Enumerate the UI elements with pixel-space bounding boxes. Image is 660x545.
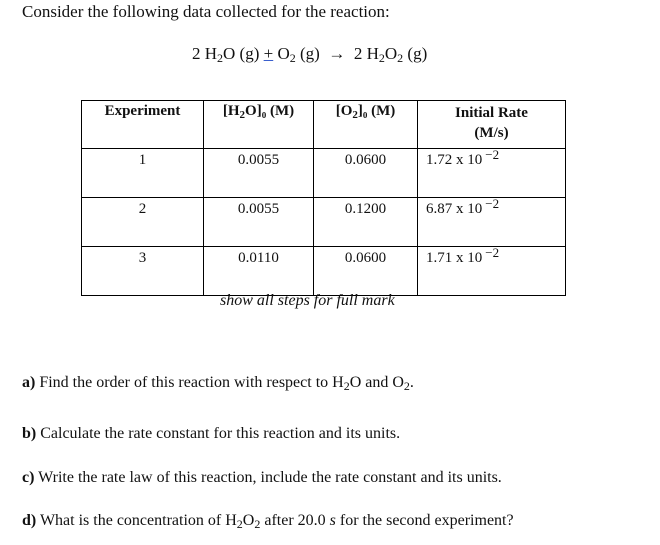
table-row [82, 198, 566, 247]
table-row [82, 149, 566, 198]
eq-sub: 2 [217, 51, 224, 65]
eq-reactant1-coef: 2 H [192, 44, 218, 63]
eq-state: (g) [407, 44, 428, 63]
cell-h2o: 0.0055 [204, 198, 314, 247]
eq-plus: + [263, 44, 274, 63]
question-d: d) What is the concentration of $H_2O_2$ after 20.0 s for the second experiment? [22, 512, 514, 531]
cell-h2o: 0.0110 [204, 247, 314, 296]
eq-arrow: → [328, 44, 346, 63]
table-row [82, 247, 566, 296]
eq-reactant1-rest: O (g) [223, 44, 260, 63]
header-experiment: Experiment [82, 101, 204, 149]
cell-o2: 0.1200 [314, 198, 418, 247]
cell-experiment: 1 [82, 149, 204, 198]
instruction-note: show all steps for full mark [220, 292, 395, 309]
question-a: a) Find the order of this reaction with respect to $H_2O$ and $O_2$. [22, 374, 414, 393]
question-c: c) Write the rate law of this reaction, include the rate constant and its units. [22, 469, 502, 486]
eq-state: (g) [300, 44, 320, 63]
question-b: b) Calculate the rate constant for this reaction and its units. [22, 425, 401, 442]
data-table [81, 100, 566, 296]
eq-o2: O [277, 44, 290, 63]
cell-rate: 1.71 x 10 $^{-2}$ [418, 247, 566, 296]
cell-o2: 0.0600 [314, 247, 418, 296]
cell-experiment: 2 [82, 198, 204, 247]
intro-text: Consider the following data collected for the reaction: [22, 2, 390, 21]
cell-experiment: 3 [82, 247, 204, 296]
header-o2: $[O_2]_0$ (M) [314, 101, 418, 149]
cell-h2o: 0.0055 [204, 149, 314, 198]
eq-sub: 2 [378, 51, 385, 65]
cell-rate: 1.72 x 10 $^{-2}$ [418, 149, 566, 198]
eq-sub: 2 [289, 51, 296, 65]
header-rate: Initial Rate (M/s) [418, 101, 566, 149]
eq-product-o: O [384, 44, 398, 63]
eq-product-coef: 2 H [353, 44, 379, 63]
table-header-row [82, 101, 566, 149]
cell-o2: 0.0600 [314, 149, 418, 198]
cell-rate: 6.87 x 10 $^{-2}$ [418, 198, 566, 247]
reaction-equation [192, 44, 427, 64]
eq-sub: 2 [397, 51, 404, 65]
header-h2o: $[H_2O]_0$ (M) [204, 101, 314, 149]
